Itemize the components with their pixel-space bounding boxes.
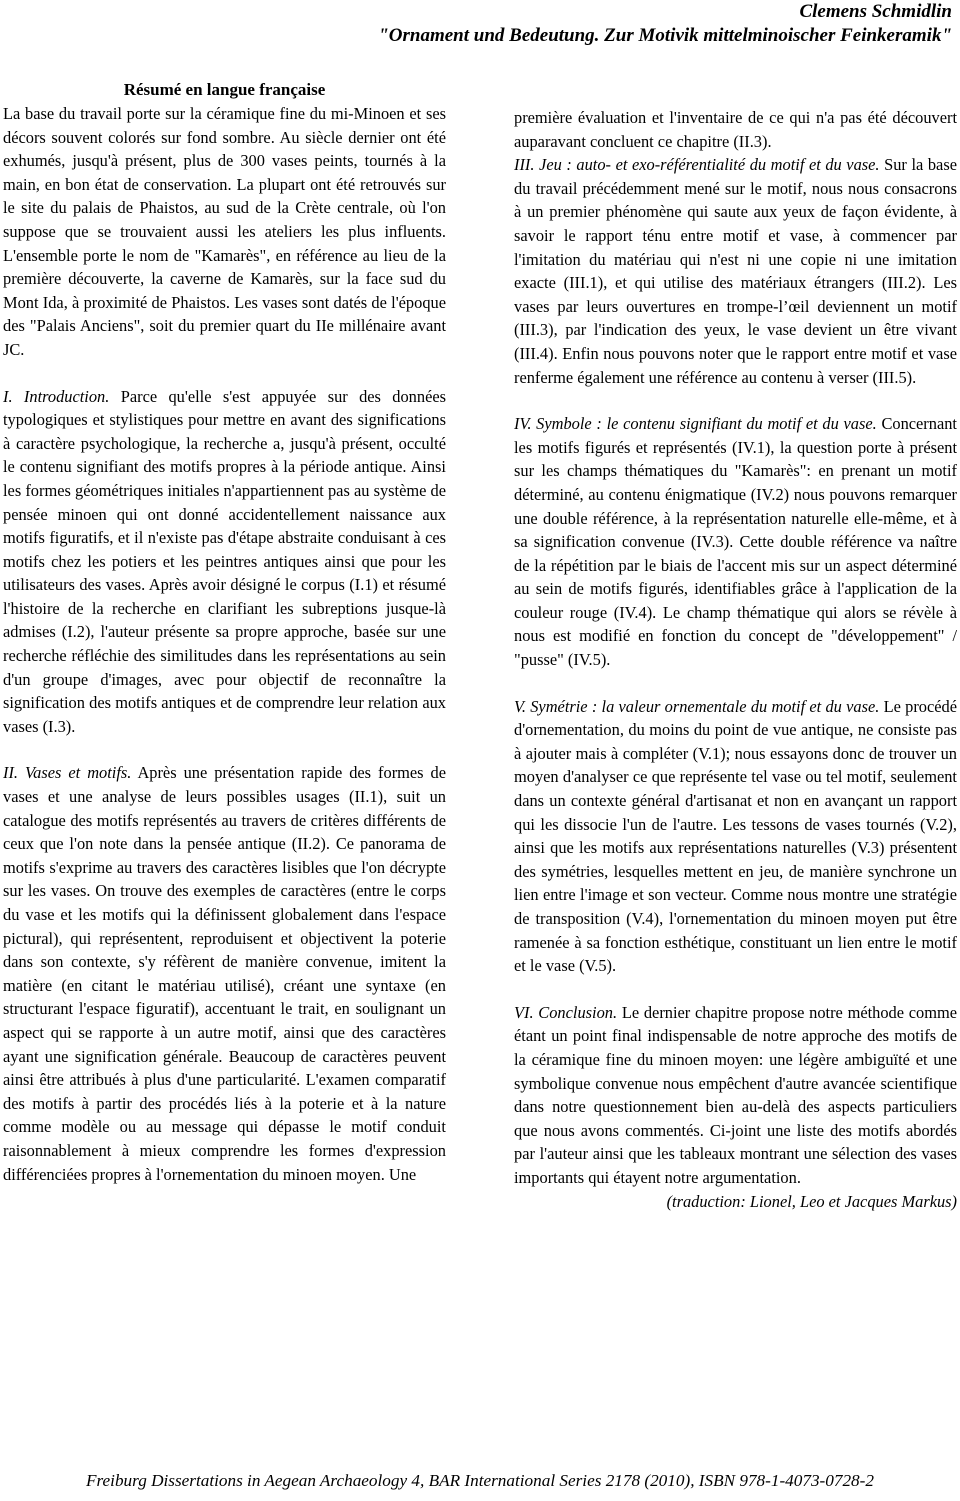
section-heading: I. Introduction.	[3, 386, 110, 406]
section-heading: II. Vases et motifs.	[3, 763, 132, 783]
intro-paragraph: La base du travail porte sur la céramique fine du mi-Minoen et ses décors souvent colorés sur fond sombre. Au siècle dernier ont été exhumés, jusqu'à présent, plus de 300 vases peints, tournés à la main, en bon état de conservation. La plupart ont été retrouvés sur le site du palais de Phaistos, au sud de la Crète centrale, où l'on suppose que se trouvaient aussi les ateliers les plus influents. L'ensemble porte le nom de "Kamarès", en référence au lieu de la première découverte, la caverne de Kamarès, sur la face sud du Mont Ida, à proximité de Phaistos. Les vases sont datés de l'époque des "Palais Anciens", soit du premier quart du IIe millénaire avant JC.	[3, 104, 446, 359]
right-column	[514, 106, 957, 1213]
section-vases-motifs	[3, 761, 446, 1186]
section-symetrie	[514, 695, 957, 978]
section-heading: VI. Conclusion.	[514, 1002, 618, 1022]
section-symbole	[514, 412, 957, 672]
left-column	[3, 79, 446, 1186]
section-heading: III. Jeu : auto- et exo-référentialité du motif et du vase.	[514, 155, 880, 175]
section-text: Sur la base du travail précédemment mené sur le motif, nous nous consacrons à un premier phénomène qui saute aux yeux de façon évidente, à savoir le rapport ténu entre motif et vase, à commencer par l'imitation du matériau qui n'est ni une copie ni une imitation exacte (III.1), et qui utilise des matériaux étrangers (III.2). Les vases par leurs ouvertures en trompe-l’œil deviennent un motif (III.3), par l'indication des yeux, le vase devient un être vivant (III.4). Enfin nous pouvons noter que le rapport entre motif et vase renferme également une référence au contenu à verser (III.5).	[514, 155, 957, 387]
continuation-paragraph: première évaluation et l'inventaire de ce qui n'a pas été découvert auparavant concluent ce chapitre (II.3).	[514, 108, 957, 151]
section-conclusion	[514, 1001, 957, 1190]
section-heading: IV. Symbole : le contenu signifiant du motif et du vase.	[514, 414, 877, 434]
section-introduction	[3, 385, 446, 739]
resume-title: Résumé en langue française	[123, 80, 326, 99]
section-text: Parce qu'elle s'est appuyée sur des données typologiques et stylistiques pour mettre en avant des significations à caractère psychologique, la recherche a, jusqu'à présent, occulté le contenu signifiant des motifs propres à la période antique. Ainsi les formes géométriques initiales n'appartiennent pas au système de pensée minoen qui ont donné accidentellement naissance aux motifs figuratifs, et il n'existe pas d'étape abstraite conduisant à ces motifs chez les potiers et les peintres antiques ainsi que pour les utilisateurs des vases. Après avoir désigné le corpus (I.1) et résumé l'histoire de la recherche en clarifiant les subreptions jusque-là admises (I.2), l'auteur présente sa propre approche, basée sur une recherche réfléchie des similitudes dans les représentations au sein d'un groupe d'images, avec pour objectif de reconnaître la signification des motifs antiques et de comprendre leur relation aux vases (I.3).	[3, 386, 446, 736]
footer-citation: Freiburg Dissertations in Aegean Archaeology 4, BAR International Series 2178 (2010), ISBN 978-1-4073-0728-2	[86, 1471, 874, 1490]
section-jeu	[514, 153, 957, 389]
section-text: Le dernier chapitre propose notre méthode comme étant un point final indispensable de notre approche des motifs de la céramique fine du minoen moyen: une légère ambiguïté et une symbolique convenue nous empêchent d'autre avancée scientifique dans notre questionnement bien au-delà des aspects particuliers que nous avons commentés. Ci-joint une liste des motifs abordés par l'auteur ainsi que les tableaux montrant une sélection des vases importants qui étayent notre argumentation.	[514, 1002, 957, 1187]
translation-credit: (traduction: Lionel, Leo et Jacques Markus)	[666, 1191, 957, 1211]
section-text: Concernant les motifs figurés et représentés (IV.1), la question porte à présent sur les champs thématiques du "Kamarès": en prenant un motif déterminé, au contenu énigmatique (IV.2) nous pouvons remarquer une double référence, à la représentation naturelle elle-même, et à sa signification convenue (IV.3). Cette double référence va naître de la répétition par le biais de l'accent mis sur un aspect déterminé au sein de motifs figurés, identifiables grâce à l'application de la couleur rouge (IV.4). Le champ thématique qui alors se révèle à nous est modifié en fonction du concept de "développement" / "pusse" (IV.5).	[514, 414, 957, 670]
author-name: Clemens Schmidlin	[799, 1, 952, 22]
section-text: Le procédé d'ornementation, du moins du point de vue antique, ne consiste pas à ajouter mais à compléter (V.1); nous essayons donc de trouver un moyen d'analyser ce que représente tel vase ou tel motif, seulement dans un contexte général d'artisanat et non en avançant un rapport qui les dissocie l'un de l'autre. Les tessons de vases tournés (V.2), ainsi que les motifs aux représentations naturelles (V.3) présentent des symétries, lesquelles mettent en jeu, de manière synchrone un lien entre l'image et son vecteur. Comme nous montre une stratégie de transposition (V.4), l'ornementation du minoen moyen put être ramenée à sa fonction esthétique, constituant un lien entre le motif et le vase (V.5).	[514, 696, 957, 976]
section-text: Après une présentation rapide des formes de vases et une analyse de leurs possibles usages (II.1), suit un catalogue des motifs représentés au travers de critères différents de ceux que l'on note dans la pensée antique (II.2). Ce panorama de motifs s'exprime au travers des caractères lisibles que l'on décrypte sur les vases. On trouve des exemples de caractères (entre le corps du vase et les motifs qui la définissent globalement dans l'espace pictural), qui représentent, reproduisent et objectivent la poterie dans son contexte, s'y réfèrent de manière convenue, imitent la matière (en citant le matériau utilisé), créant une syntaxe (en structurant l'espace figuratif), accentuant le trait, en soulignant un aspect qui se rapporte à un autre motif, ainsi que des caractères ayant une signification générale. Beaucoup de caractères peuvent ainsi être attribués à plus d'une particularité. L'examen comparatif des motifs à partir des procédés liés à la poterie et à la nature comme modèle ou au message qui dépasse le motif conduit raisonnablement à mieux comprendre les formes d'expression différenciées propres à l'ornementation du minoen moyen. Une	[3, 763, 447, 1184]
work-title: "Ornament und Bedeutung. Zur Motivik mittelminoischer Feinkeramik"	[378, 25, 952, 46]
section-heading: V. Symétrie : la valeur ornementale du motif et du vase.	[514, 696, 880, 716]
page-header	[378, 0, 952, 48]
